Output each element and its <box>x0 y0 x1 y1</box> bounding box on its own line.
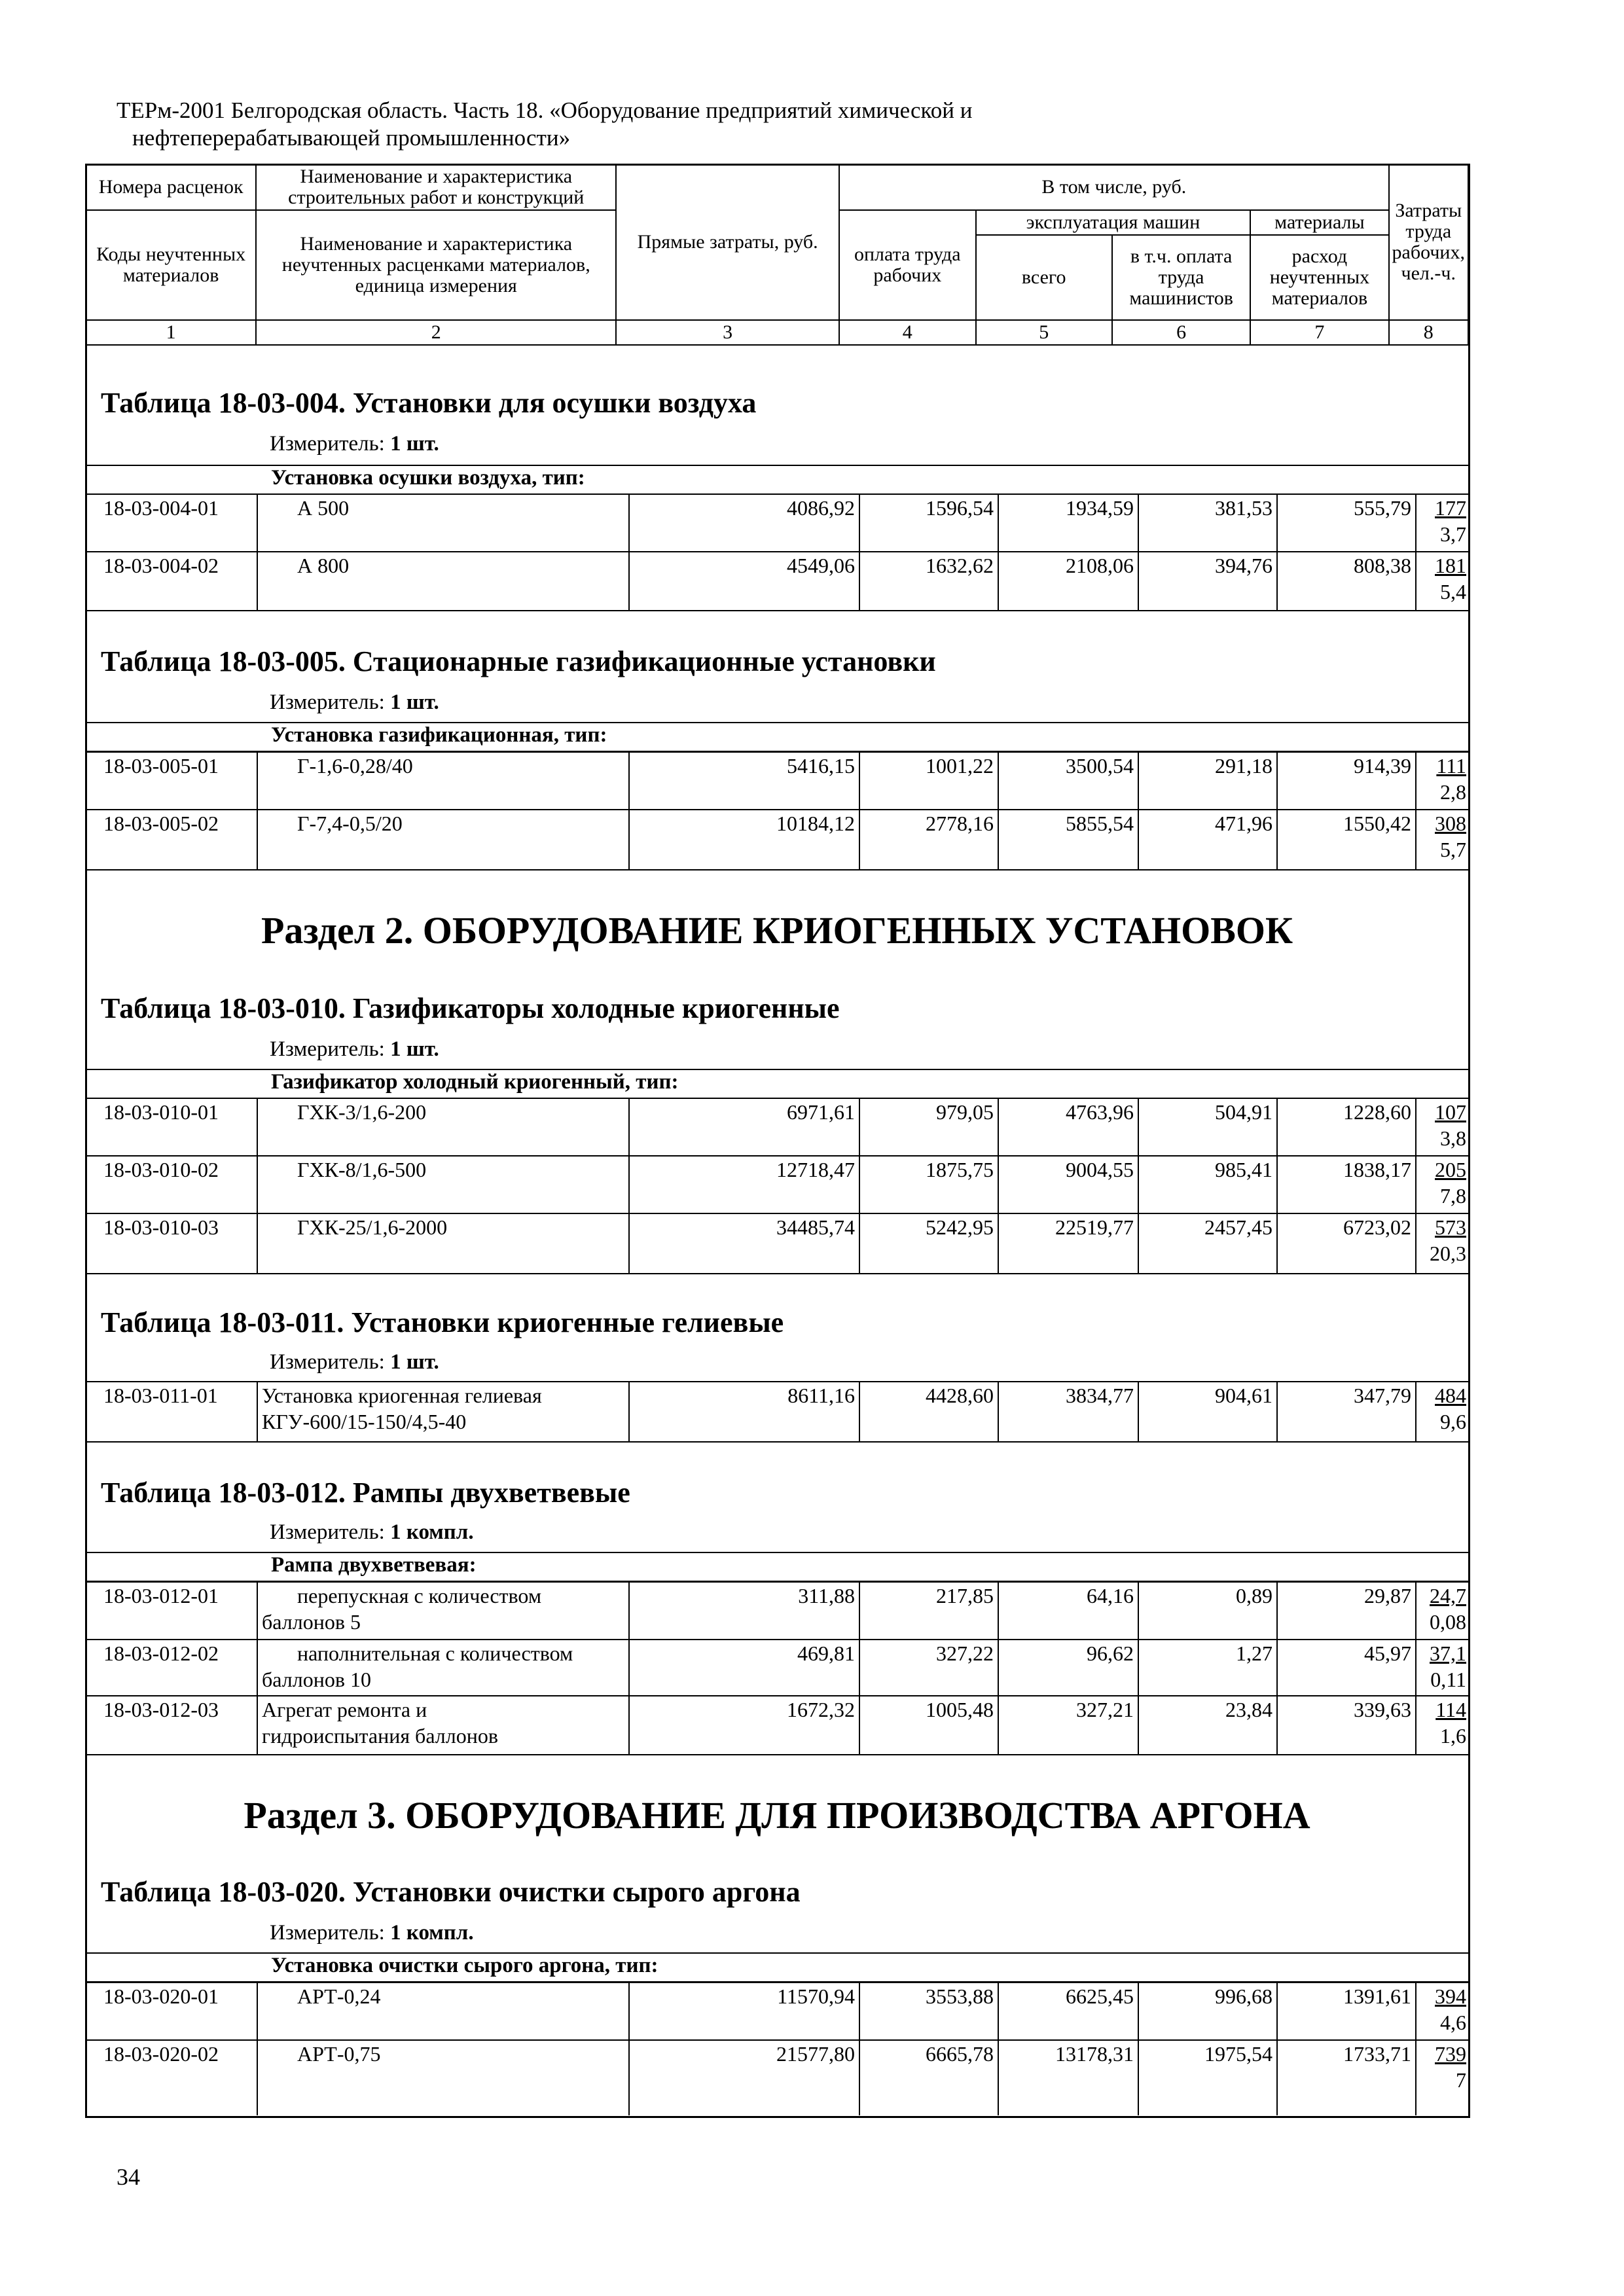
section-title: Раздел 2. ОБОРУДОВАНИЕ КРИОГЕННЫХ УСТАНОВОК <box>261 909 1293 952</box>
header-column-numbers: 1 2 3 4 5 6 7 8 <box>86 320 1468 345</box>
section-title: Раздел 3. ОБОРУДОВАНИЕ ДЛЯ ПРОИЗВОДСТВА АРГОНА <box>244 1794 1310 1837</box>
divider <box>85 1754 1469 1755</box>
group-row: Рампа двухветвевая: <box>85 1552 1469 1582</box>
table-row: 18-03-011-01 Установка криогенная гелиевая КГУ-600/15-150/4,5-40 8611,16 4428,60 3834,77 904,61 347,79 484 9,6 <box>85 1381 1469 1443</box>
table-row: 18-03-012-02 наполнительная с количеством баллонов 10 469,81 327,22 96,62 1,27 45,97 37,1 0,11 <box>85 1639 1469 1696</box>
group-row: Газификатор холодный криогенный, тип: <box>85 1069 1469 1099</box>
table-row: 18-03-004-02 А 800 4549,06 1632,62 2108,06 394,76 808,38 181 5,4 <box>85 551 1469 611</box>
table-title: Таблица 18-03-011. Установки криогенные гелиевые <box>101 1306 784 1338</box>
divider <box>85 869 1469 870</box>
measure-unit: Измеритель: 1 компл. <box>270 1921 474 1945</box>
table-header <box>85 164 1469 346</box>
header-materials: материалы <box>1250 210 1388 235</box>
measure-unit: Измеритель: 1 компл. <box>270 1520 474 1544</box>
table-row: 18-03-010-03 ГХК-25/1,6-2000 34485,74 5242,95 22519,77 2457,45 6723,02 573 20,3 <box>85 1213 1469 1274</box>
header-machines-total: всего <box>976 235 1112 320</box>
document-title-line1: ТЕРм-2001 Белгородская область. Часть 18. «Оборудование предприятий химической и <box>117 98 973 123</box>
group-row: Установка газификационная, тип: <box>85 722 1469 752</box>
table-row: 18-03-020-02 АРТ-0,75 21577,80 6665,78 13178,31 1975,54 1733,71 739 7 <box>85 2039 1469 2115</box>
header-wages: оплата труда рабочих <box>839 210 975 320</box>
table-title: Таблица 18-03-020. Установки очистки сырого аргона <box>101 1876 801 1908</box>
header-name-top: Наименование и характеристика строительных работ и конструкций <box>256 164 616 210</box>
table-row: 18-03-005-02 Г-7,4-0,5/20 10184,12 2778,16 5855,54 471,96 1550,42 308 5,7 <box>85 809 1469 870</box>
table-row: 18-03-004-01 А 500 4086,92 1596,54 1934,59 381,53 555,79 177 3,7 <box>85 493 1469 552</box>
group-row: Установка очистки сырого аргона, тип: <box>85 1952 1469 1982</box>
table-title: Таблица 18-03-005. Стационарные газификационные установки <box>101 645 936 677</box>
header-name-bottom: Наименование и характеристика неучтенных расценками материалов, единица измерения <box>256 210 616 320</box>
page-number: 34 <box>117 2164 140 2190</box>
divider <box>85 610 1469 611</box>
table-row: 18-03-012-01 перепускная с количеством баллонов 5 311,88 217,85 64,16 0,89 29,87 24,7 0,08 <box>85 1581 1469 1640</box>
document-title-line2: нефтеперерабатывающей промышленности» <box>132 125 571 151</box>
document-title <box>117 97 1458 152</box>
table-row: 18-03-010-01 ГХК-3/1,6-200 6971,61 979,05 4763,96 504,91 1228,60 107 3,8 <box>85 1098 1469 1157</box>
table-row: 18-03-005-01 Г-1,6-0,28/40 5416,15 1001,22 3500,54 291,18 914,39 111 2,8 <box>85 751 1469 810</box>
header-machinist-wages: в т.ч. оплата труда машинистов <box>1112 235 1250 320</box>
header-codes-bottom: Коды неучтенных материалов <box>86 210 256 320</box>
table-row: 18-03-010-02 ГХК-8/1,6-500 12718,47 1875,75 9004,55 985,41 1838,17 205 7,8 <box>85 1155 1469 1214</box>
header-direct-costs: Прямые затраты, руб. <box>616 164 839 320</box>
divider <box>85 1441 1469 1443</box>
table-title: Таблица 18-03-012. Рампы двухветвевые <box>101 1477 630 1509</box>
table-title: Таблица 18-03-010. Газификаторы холодные криогенные <box>101 992 840 1024</box>
measure-unit: Измеритель: 1 шт. <box>270 691 439 714</box>
header-including: В том числе, руб. <box>839 164 1388 210</box>
table-title: Таблица 18-03-004. Установки для осушки воздуха <box>101 387 757 419</box>
header-labor: Затраты труда рабочих, чел.-ч. <box>1389 164 1469 320</box>
group-row: Установка осушки воздуха, тип: <box>85 465 1469 495</box>
header-codes-top: Номера расценок <box>86 164 256 210</box>
measure-unit: Измеритель: 1 шт. <box>270 1037 439 1061</box>
measure-unit: Измеритель: 1 шт. <box>270 432 439 456</box>
header-unaccounted-materials: расход неучтенных материалов <box>1250 235 1388 320</box>
measure-unit: Измеритель: 1 шт. <box>270 1350 439 1374</box>
divider <box>85 1273 1469 1274</box>
table-row: 18-03-012-03 Агрегат ремонта и гидроиспытания баллонов 1672,32 1005,48 327,21 23,84 339,63 114 1,6 <box>85 1695 1469 1755</box>
header-machines: эксплуатация машин <box>976 210 1251 235</box>
table-row: 18-03-020-01 АРТ-0,24 11570,94 3553,88 6625,45 996,68 1391,61 394 4,6 <box>85 1982 1469 2041</box>
